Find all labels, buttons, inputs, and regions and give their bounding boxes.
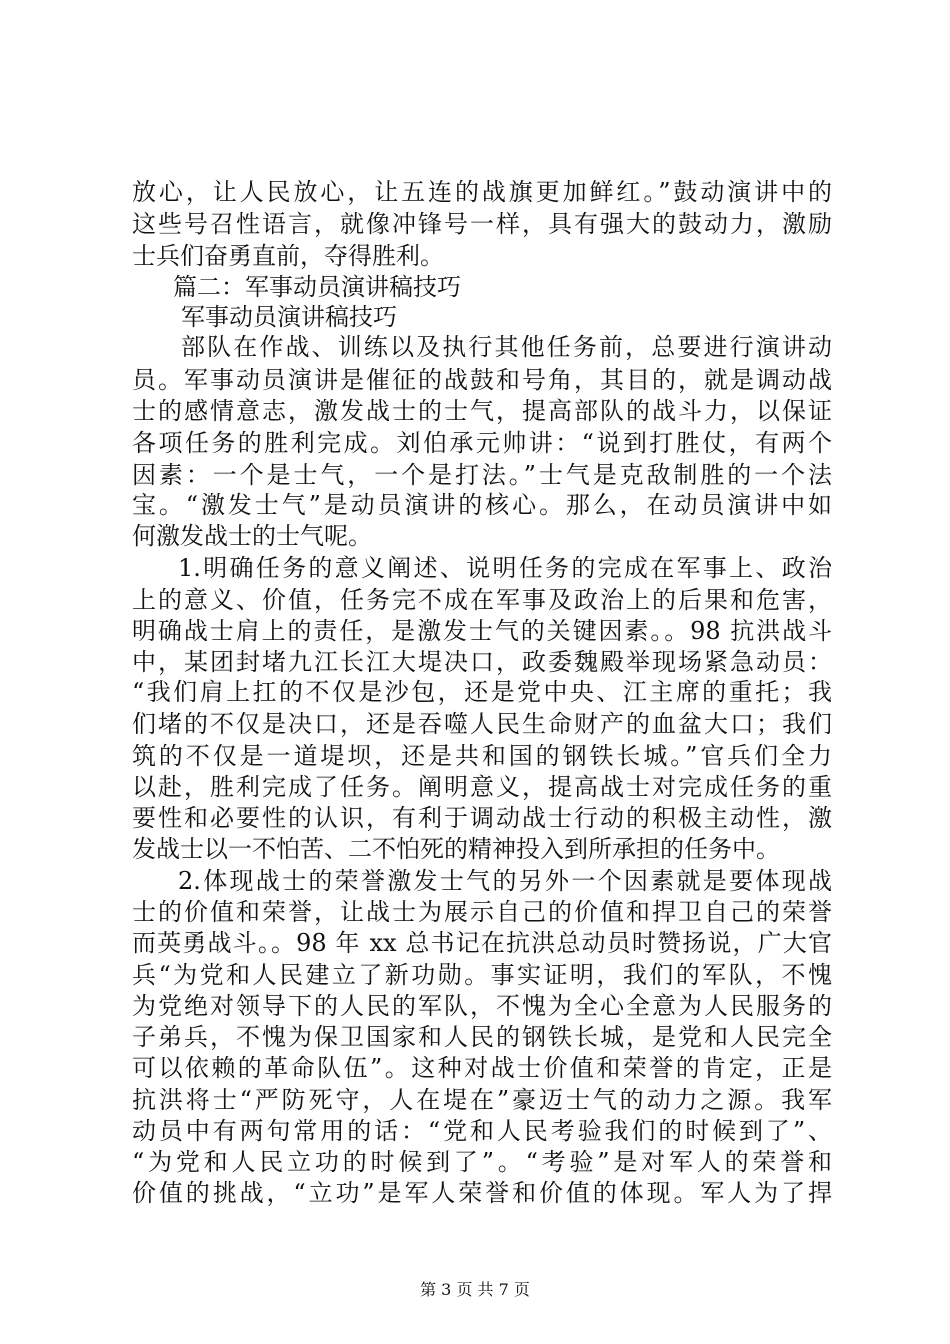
text-line: 抗洪将士“严防死守，人在堤在”豪迈士气的动力之源。我军 [132,1086,832,1114]
text-line: 1.明确任务的意义阐述、说明任务的完成在军事上、政治 [178,554,832,582]
text-line: 发战士以一不怕苦、二不怕死的精神投入到所承担的任务中。 [132,835,780,863]
text-line: 价值的挑战，“立功”是军人荣誉和价值的体现。军人为了捍 [132,1179,832,1207]
text-line: 中，某团封堵九江长江大堤决口，政委魏殿举现场紧急动员： [132,648,832,676]
text-line: 可以依赖的革命队伍”。这种对战士价值和荣誉的肯定，正是 [132,1054,832,1082]
text-line: 这些号召性语言，就像冲锋号一样，具有强大的鼓动力，激励 [132,210,832,238]
text-line: 何激发战士的士气呢。 [132,522,372,550]
page-footer [0,1280,950,1300]
section-heading: 篇二：军事动员演讲稿技巧 [173,273,461,301]
article-title: 军事动员演讲稿技巧 [181,303,397,331]
text-line: 士兵们奋勇直前，夺得胜利。 [132,242,444,270]
text-line: 们堵的不仅是决口，还是吞噬人民生命财产的血盆大口；我们 [132,710,832,738]
text-line: 为党绝对领导下的人民的军队，不愧为全心全意为人民服务的 [132,992,832,1020]
text-line: 放心，让人民放心，让五连的战旗更加鲜红。”鼓动演讲中的 [132,178,832,206]
text-line: 因素：一个是士气，一个是打法。”士气是克敌制胜的一个法 [132,461,832,489]
text-line: 筑的不仅是一道堤坝，还是共和国的钢铁长城。”官兵们全力 [132,742,832,770]
text-line: 员。军事动员演讲是催征的战鼓和号角，其目的，就是调动战 [132,366,832,394]
page-number-label: 第 3 页 共 7 页 [420,1280,530,1299]
text-line: 宝。“激发士气”是动员演讲的核心。那么，在动员演讲中如 [132,491,832,519]
text-line: 各项任务的胜利完成。刘伯承元帅讲：“说到打胜仗，有两个 [132,429,832,457]
text-line: 士的感情意志，激发战士的士气，提高部队的战斗力，以保证 [132,397,832,425]
text-line: 兵“为党和人民建立了新功勋。事实证明，我们的军队，不愧 [132,961,832,989]
text-line: 动员中有两句常用的话：“党和人民考验我们的时候到了”、 [132,1117,832,1145]
text-line: “为党和人民立功的时候到了”。“考验”是对军人的荣誉和 [132,1148,832,1176]
text-line: 而英勇战斗。。98 年 xx 总书记在抗洪总动员时赞扬说，广大官 [132,929,832,957]
text-line: 士的价值和荣誉，让战士为展示自己的价值和捍卫自己的荣誉 [132,898,832,926]
text-line: 部队在作战、训练以及执行其他任务前，总要进行演讲动 [181,333,832,361]
text-line: 子弟兵，不愧为保卫国家和人民的钢铁长城，是党和人民完全 [132,1023,832,1051]
text-line: 以赴，胜利完成了任务。阐明意义，提高战士对完成任务的重 [132,773,832,801]
text-line: 上的意义、价值，任务完不成在军事及政治上的后果和危害， [132,586,832,614]
text-line: 要性和必要性的认识，有利于调动战士行动的积极主动性，激 [132,804,832,832]
text-line: “我们肩上扛的不仅是沙包，还是党中央、江主席的重托；我 [132,678,832,706]
text-line: 明确战士肩上的责任，是激发士气的关键因素。。98 抗洪战斗 [132,617,832,645]
text-line: 2.体现战士的荣誉激发士气的另外一个因素就是要体现战 [178,867,832,895]
